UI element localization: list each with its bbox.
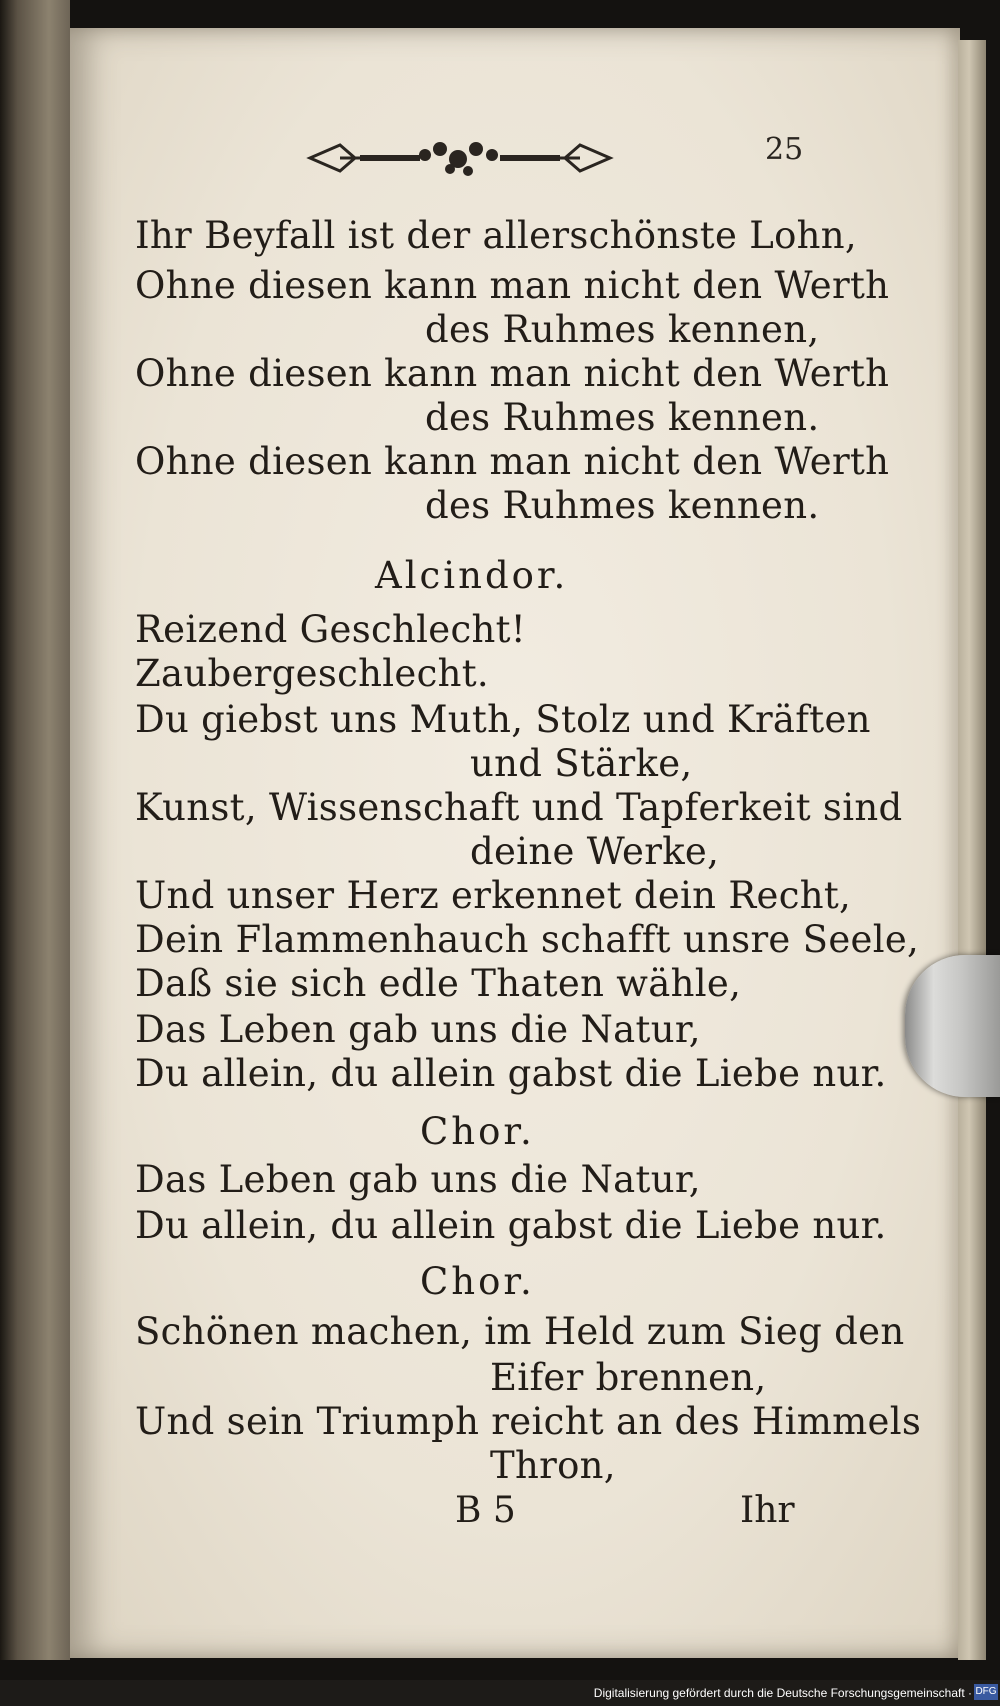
text-line: des Ruhmes kennen, [425, 308, 820, 351]
text-line: Dein Flammenhauch schafft unsre Seele, [135, 918, 920, 961]
dfg-logo: DFG [974, 1684, 998, 1700]
speaker-heading: Chor. [420, 1110, 535, 1153]
text-line: Und unser Herz erkennet dein Recht, [135, 874, 852, 917]
signature-mark: B 5 [455, 1490, 516, 1531]
text-line: Reizend Geschlecht! [135, 608, 526, 651]
text-line: und Stärke, [470, 742, 693, 785]
text-line: Schönen machen, im Held zum Sieg den [135, 1310, 905, 1353]
text-line: des Ruhmes kennen. [425, 396, 820, 439]
header-ornament-icon [300, 133, 620, 183]
text-line: Thron, [490, 1444, 616, 1487]
text-line: Du allein, du allein gabst die Liebe nur. [135, 1204, 887, 1247]
text-line: Daß sie sich edle Thaten wähle, [135, 962, 742, 1005]
text-line: deine Werke, [470, 830, 720, 873]
text-line: des Ruhmes kennen. [425, 484, 820, 527]
text-line: Ohne diesen kann man nicht den Werth [135, 440, 890, 483]
facing-page-edge [0, 0, 70, 1660]
text-line: Das Leben gab uns die Natur, [135, 1008, 701, 1051]
catchword: Ihr [740, 1490, 795, 1531]
text-line: Kunst, Wissenschaft und Tapferkeit sind [135, 786, 903, 829]
footer-credit: Digitalisierung gefördert durch die Deutsche Forschungsgemeinschaft · [593, 1686, 972, 1700]
page-number: 25 [765, 132, 804, 167]
text-line: Ohne diesen kann man nicht den Werth [135, 264, 890, 307]
text-line: Zaubergeschlecht. [135, 652, 489, 695]
text-line: Das Leben gab uns die Natur, [135, 1158, 701, 1201]
page-stack-edge [958, 40, 986, 1660]
text-line: Ohne diesen kann man nicht den Werth [135, 352, 890, 395]
text-line: Du giebst uns Muth, Stolz und Kräften [135, 698, 871, 741]
text-line: Ihr Beyfall ist der allerschönste Lohn, [135, 214, 857, 257]
text-line: Und sein Triumph reicht an des Himmels [135, 1400, 922, 1443]
page-clip [905, 955, 1000, 1097]
speaker-heading: Alcindor. [375, 554, 569, 597]
text-line: Eifer brennen, [490, 1356, 767, 1399]
speaker-heading: Chor. [420, 1260, 535, 1303]
text-line: Du allein, du allein gabst die Liebe nur. [135, 1052, 887, 1095]
